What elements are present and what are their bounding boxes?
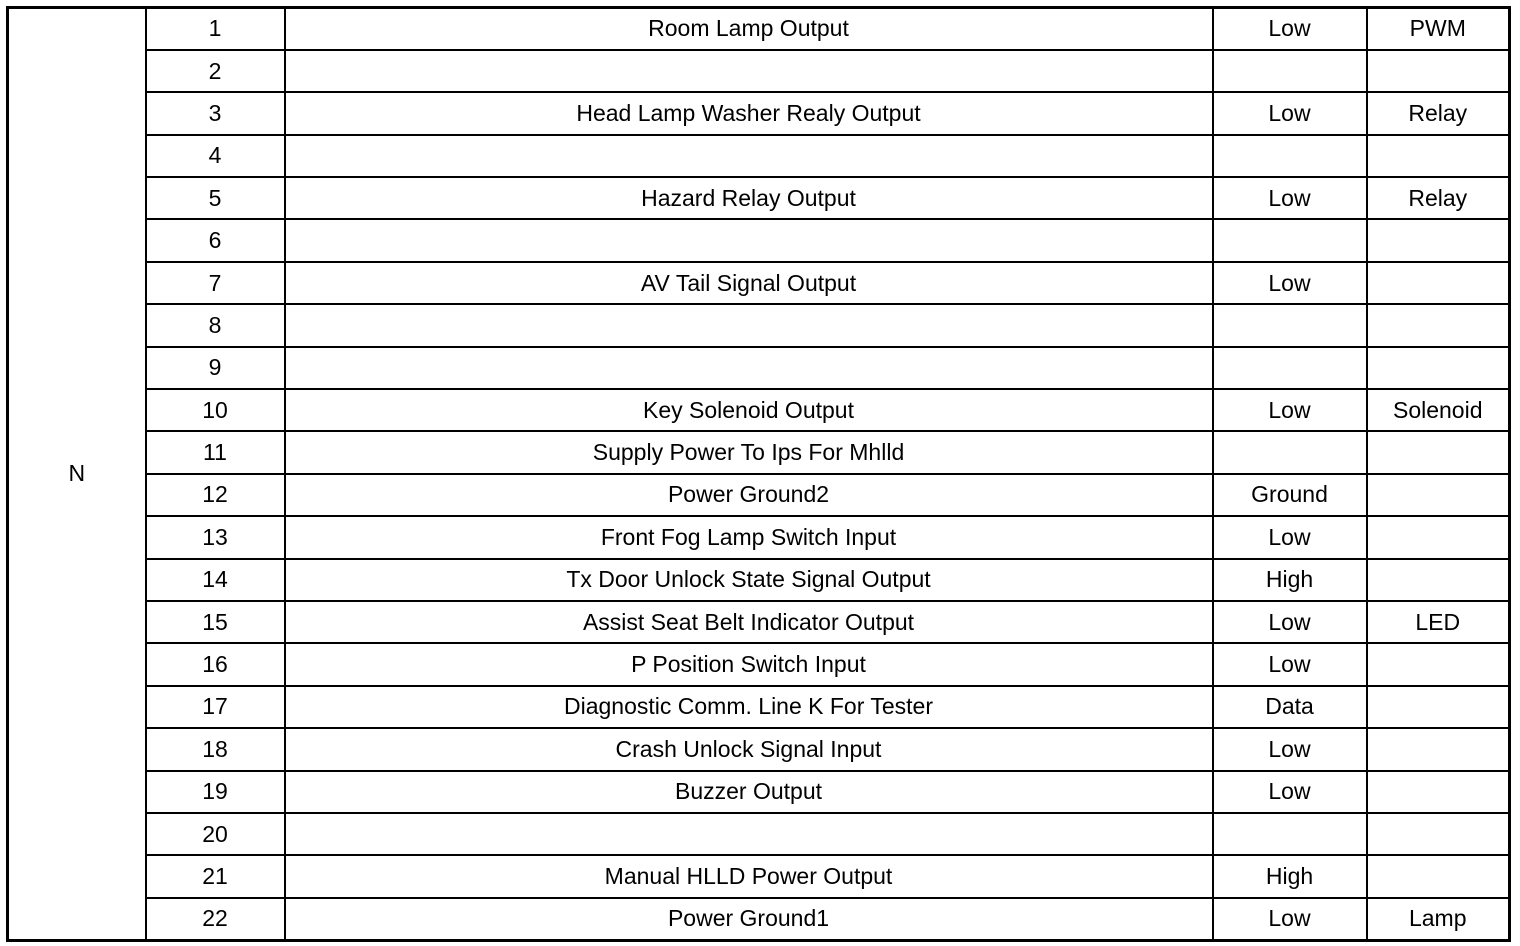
load-type-cell: Solenoid (1367, 389, 1510, 431)
table-row (8, 347, 1510, 389)
pin-number-cell: 10 (146, 389, 285, 431)
load-type-cell: PWM (1367, 8, 1510, 50)
load-type-cell: Relay (1367, 92, 1510, 134)
table-row (8, 304, 1510, 346)
load-type-cell (1367, 771, 1510, 813)
signal-level-cell: Low (1213, 92, 1367, 134)
connector-label: N (8, 8, 146, 941)
pin-description-cell: AV Tail Signal Output (285, 262, 1213, 304)
load-type-cell: LED (1367, 601, 1510, 643)
table-row (8, 601, 1510, 643)
pin-number-cell: 19 (146, 771, 285, 813)
pin-number-cell: 4 (146, 135, 285, 177)
signal-level-cell: High (1213, 559, 1367, 601)
table-row (8, 219, 1510, 261)
pin-description-cell (285, 219, 1213, 261)
load-type-cell (1367, 50, 1510, 92)
pin-number-cell: 1 (146, 8, 285, 50)
load-type-cell (1367, 347, 1510, 389)
table-row (8, 474, 1510, 516)
pin-description-cell (285, 813, 1213, 855)
pin-description-cell: Hazard Relay Output (285, 177, 1213, 219)
pin-description-cell: Head Lamp Washer Realy Output (285, 92, 1213, 134)
load-type-cell (1367, 431, 1510, 473)
pin-number-cell: 8 (146, 304, 285, 346)
pin-number-cell: 17 (146, 686, 285, 728)
load-type-cell (1367, 855, 1510, 897)
table-row (8, 728, 1510, 770)
load-type-cell: Lamp (1367, 898, 1510, 940)
pin-number-cell: 11 (146, 431, 285, 473)
signal-level-cell: Low (1213, 177, 1367, 219)
pin-description-cell: Front Fog Lamp Switch Input (285, 516, 1213, 558)
load-type-cell (1367, 559, 1510, 601)
pin-description-cell: Key Solenoid Output (285, 389, 1213, 431)
table-row (8, 8, 1510, 50)
load-type-cell (1367, 219, 1510, 261)
pin-table-sheet (6, 6, 1508, 939)
pin-description-cell: Buzzer Output (285, 771, 1213, 813)
pin-description-cell: Supply Power To Ips For Mhlld (285, 431, 1213, 473)
pin-number-cell: 5 (146, 177, 285, 219)
pin-description-cell: Manual HLLD Power Output (285, 855, 1213, 897)
table-row (8, 855, 1510, 897)
pin-number-cell: 13 (146, 516, 285, 558)
signal-level-cell (1213, 347, 1367, 389)
signal-level-cell (1213, 304, 1367, 346)
connector-pin-table (6, 6, 1511, 942)
table-row (8, 813, 1510, 855)
load-type-cell (1367, 728, 1510, 770)
pin-number-cell: 7 (146, 262, 285, 304)
pin-description-cell: Power Ground2 (285, 474, 1213, 516)
signal-level-cell (1213, 50, 1367, 92)
pin-number-cell: 2 (146, 50, 285, 92)
load-type-cell (1367, 643, 1510, 685)
signal-level-cell (1213, 431, 1367, 473)
pin-number-cell: 22 (146, 898, 285, 940)
pin-description-cell: Tx Door Unlock State Signal Output (285, 559, 1213, 601)
pin-description-cell: Power Ground1 (285, 898, 1213, 940)
pin-description-cell (285, 347, 1213, 389)
table-row (8, 643, 1510, 685)
table-row (8, 92, 1510, 134)
signal-level-cell (1213, 219, 1367, 261)
signal-level-cell: High (1213, 855, 1367, 897)
load-type-cell (1367, 686, 1510, 728)
table-row (8, 516, 1510, 558)
pin-number-cell: 20 (146, 813, 285, 855)
signal-level-cell (1213, 813, 1367, 855)
pin-description-cell: P Position Switch Input (285, 643, 1213, 685)
signal-level-cell: Low (1213, 771, 1367, 813)
table-row (8, 771, 1510, 813)
signal-level-cell (1213, 135, 1367, 177)
pin-description-cell: Diagnostic Comm. Line K For Tester (285, 686, 1213, 728)
signal-level-cell: Low (1213, 601, 1367, 643)
load-type-cell (1367, 474, 1510, 516)
signal-level-cell: Low (1213, 728, 1367, 770)
load-type-cell (1367, 262, 1510, 304)
load-type-cell (1367, 135, 1510, 177)
table-row (8, 431, 1510, 473)
pin-number-cell: 15 (146, 601, 285, 643)
pin-table-body (8, 8, 1510, 941)
table-row (8, 177, 1510, 219)
pin-description-cell (285, 304, 1213, 346)
signal-level-cell: Low (1213, 898, 1367, 940)
table-row (8, 135, 1510, 177)
pin-number-cell: 6 (146, 219, 285, 261)
pin-description-cell: Assist Seat Belt Indicator Output (285, 601, 1213, 643)
table-row (8, 686, 1510, 728)
pin-number-cell: 3 (146, 92, 285, 134)
table-row (8, 389, 1510, 431)
signal-level-cell: Ground (1213, 474, 1367, 516)
signal-level-cell: Low (1213, 516, 1367, 558)
signal-level-cell: Low (1213, 389, 1367, 431)
signal-level-cell: Data (1213, 686, 1367, 728)
signal-level-cell: Low (1213, 262, 1367, 304)
table-row (8, 559, 1510, 601)
pin-description-cell: Crash Unlock Signal Input (285, 728, 1213, 770)
load-type-cell (1367, 516, 1510, 558)
load-type-cell (1367, 304, 1510, 346)
signal-level-cell: Low (1213, 8, 1367, 50)
pin-number-cell: 14 (146, 559, 285, 601)
pin-number-cell: 9 (146, 347, 285, 389)
table-row (8, 50, 1510, 92)
pin-number-cell: 18 (146, 728, 285, 770)
pin-number-cell: 16 (146, 643, 285, 685)
pin-description-cell (285, 50, 1213, 92)
table-row (8, 898, 1510, 940)
pin-number-cell: 12 (146, 474, 285, 516)
table-row (8, 262, 1510, 304)
load-type-cell: Relay (1367, 177, 1510, 219)
pin-number-cell: 21 (146, 855, 285, 897)
load-type-cell (1367, 813, 1510, 855)
pin-description-cell: Room Lamp Output (285, 8, 1213, 50)
signal-level-cell: Low (1213, 643, 1367, 685)
pin-description-cell (285, 135, 1213, 177)
